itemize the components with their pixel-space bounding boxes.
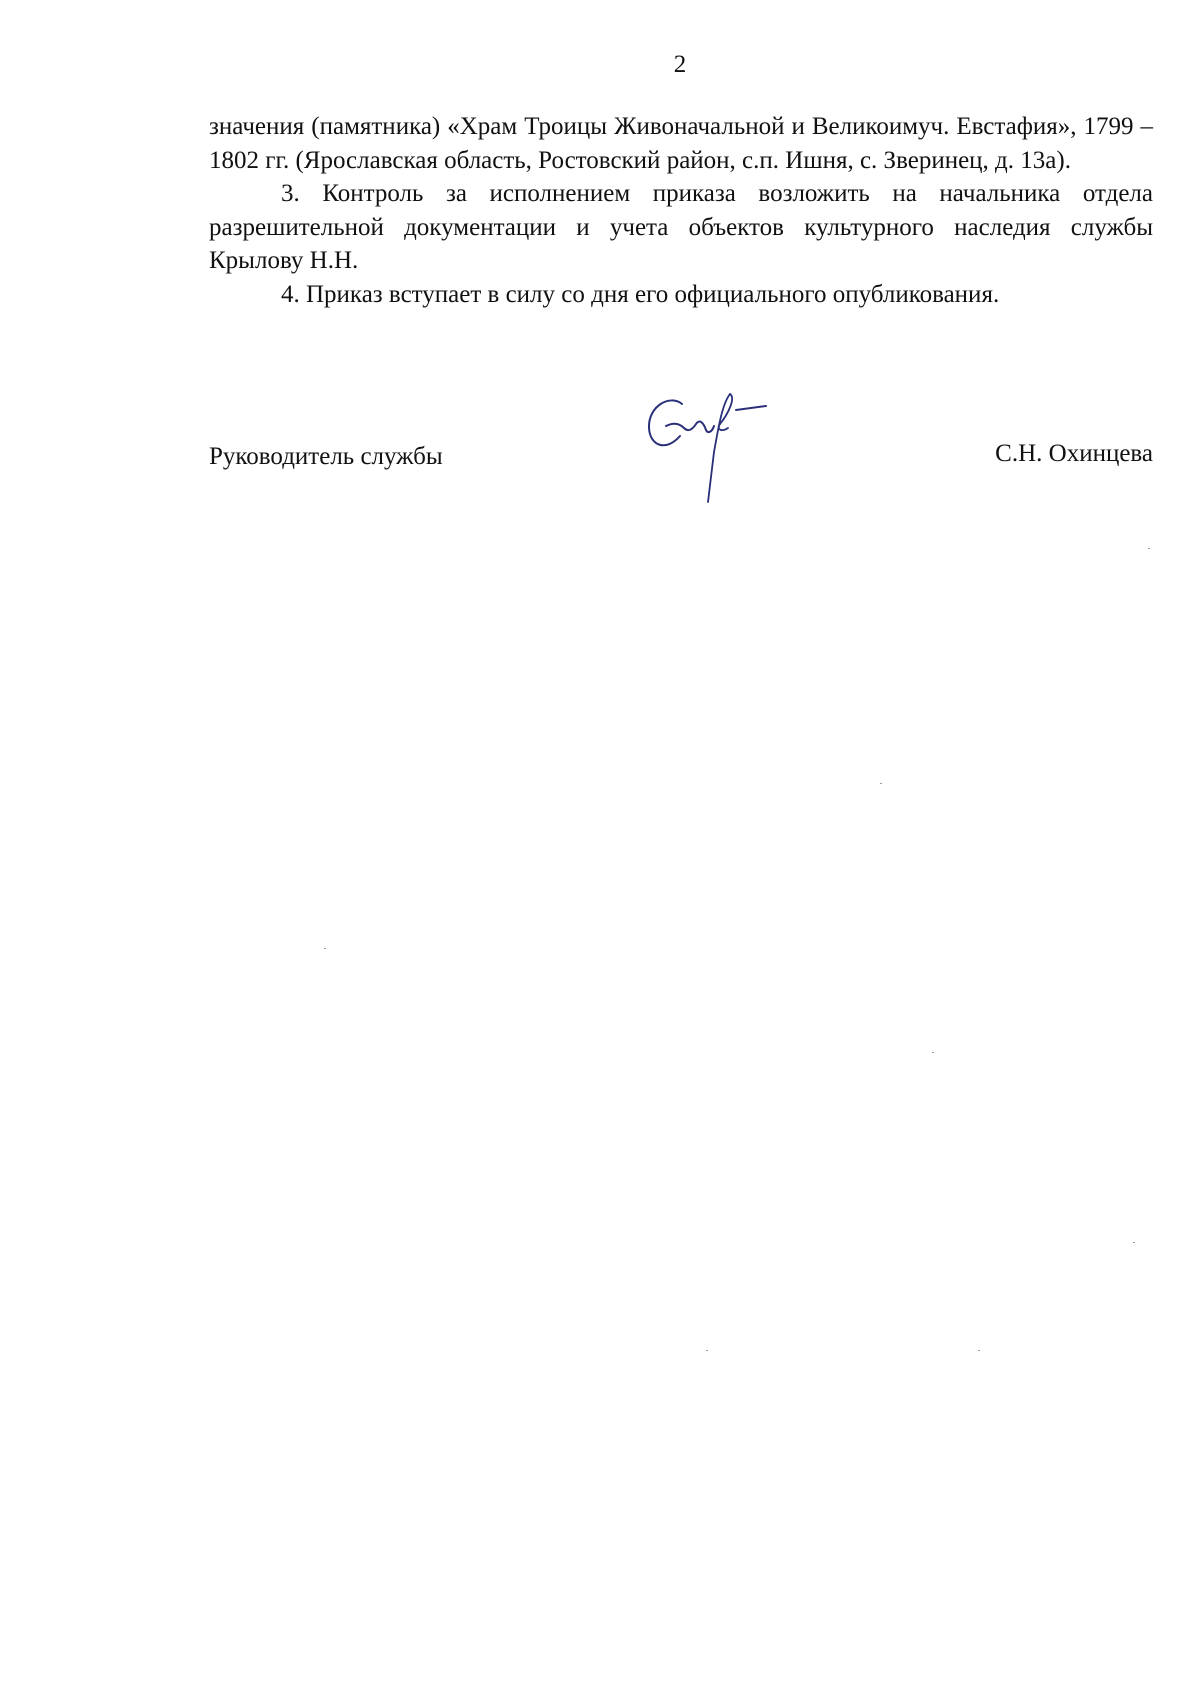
scan-speck	[978, 1350, 980, 1351]
signer-position: Руководитель службы	[209, 443, 443, 470]
scan-speck	[932, 1052, 934, 1053]
scan-speck	[1133, 1242, 1135, 1243]
scan-speck	[706, 1350, 708, 1351]
scan-speck	[880, 783, 882, 784]
paragraph-item-4: 4. Приказ вступает в силу со дня его официального опубликования.	[281, 280, 1000, 308]
document-body	[209, 110, 1153, 311]
paragraph-monument-name: значения (памятника) «Храм Троицы Живоначальной и Великоимуч. Евстафия», 1799 – 1802 гг. (Ярославская область, Ростовский район, с.п. Ишня, с. Зверинец, д. 13а).	[209, 113, 1153, 174]
scan-speck	[1148, 548, 1150, 549]
paragraph-item-3: 3. Контроль за исполнением приказа возложить на начальника отдела разрешительной документации и учета объектов культурного наследия службы Крылову Н.Н.	[209, 180, 1153, 274]
handwritten-signature-icon	[644, 390, 774, 505]
page-number: 2	[673, 51, 687, 78]
signer-name: С.Н. Охинцева	[995, 440, 1153, 467]
scan-speck	[324, 948, 326, 949]
